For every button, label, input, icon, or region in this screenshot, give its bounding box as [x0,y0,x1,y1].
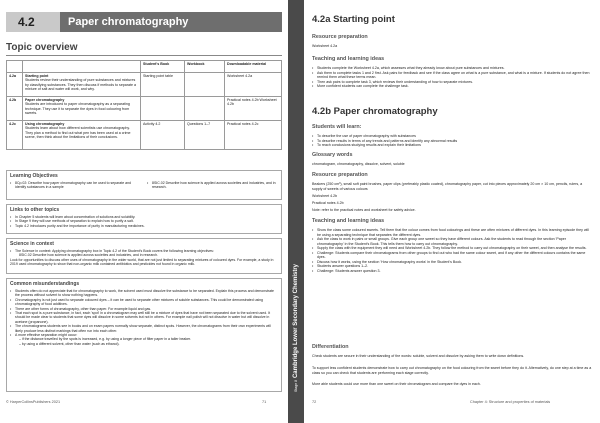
list-item: • Topic 4.2 introduces purity and the importance of purity in manufacturing medicines. [10,224,278,228]
paragraph: To support less confident students demonstrate how to carry out chromatography on the food colouring from the sweet before they do it. Alternatively, do one step at a time as a class so you can check that students are performing each stage correctly. [312,366,592,375]
bullet-list [312,134,592,148]
objective-item: • 8Cp.02: Describe how paper chromatography can be used to separate and identify substances in a sample [10,181,141,190]
list-item: • Students often do not appreciate that for chromatography to work, the solvent used must dissolve the substance to be separated. Explain this process and demonstrate the process without solvent to show nothing happens. [10,289,278,298]
paragraph: Worksheet 4.2b [312,194,338,198]
list-item: • Challenge: Students answer question 3. [312,269,592,274]
row-wb: Questions 1–7 [185,121,225,150]
list-item: • There are other forms of chromatography, other than paper. For example liquid and gas. [10,307,278,311]
table-header [23,61,141,73]
box-title: Common misunderstandings [10,281,80,287]
list-item: • A more effective separation might occur: [10,333,278,337]
paragraph: More able students could use more than one sweet on their chromatogram and compare the dyes in each. [312,382,481,386]
box-title: Links to other topics [10,207,60,213]
list-item: • Ask the class to work in pairs or small groups. Give each group one sweet so they have different colours. Ask the students to read through the section 'Paper chromatography' in the Student's Book. This tells them how to carry out chromatography. [312,237,592,246]
row-id: 4.2b [7,97,23,121]
spine-stage: Stage 8 [294,379,298,392]
topic-overview-table [6,60,282,150]
bullet-list [312,66,592,89]
table-row [7,121,282,150]
row-content [23,97,141,121]
subheading: Students will learn: [312,124,362,130]
sub-item: – if the distance travelled by the spots is increased, e.g. by using a longer piece of filter paper in a taller beaker. [19,337,191,342]
list-item: • Students answer questions 1–2. [312,264,592,269]
topic-overview-heading: Topic overview [6,42,78,53]
table-header [7,61,23,73]
links-box [6,204,282,234]
subheading: Teaching and learning ideas [312,56,385,62]
row-wb [185,73,225,97]
row-sb: Activity 4.2 [141,121,185,150]
paragraph: Note: refer to the practical notes and worksheet for safety advice. [312,208,416,212]
subheading: Differentiation [312,344,349,350]
chapter-number: 4.2 [6,12,60,32]
row-content [23,121,141,150]
science-context-box [6,238,282,274]
row-content [23,73,141,97]
misconceptions-box [6,278,282,392]
table-header-row [7,61,282,73]
subheading: Resource preparation [312,34,368,40]
paragraph: chromatogram, chromatography, dissolve, solvent, soluble [312,162,405,166]
list-item: • In Chapter 5 students will learn about concentration of solutions and solubility. [10,215,278,219]
list-item: Look for opportunities to discuss other uses of chromatography in the wider world, that are not just limited to separating mixtures of coloured dyes. For example, a study in 2019 used chromatography to show that non-organic milk contained antibiotics and pesticides not found in organic milk. [10,257,274,267]
learning-objectives-box [6,170,282,200]
paragraph: Worksheet 4.2a [312,44,338,48]
row-desc: Students are introduced to paper chromatography as a separating technique. They use it to separate the dyes in food colouring from sweets. [25,102,130,116]
row-dl: Worksheet 4.2a [225,73,282,97]
table-row [7,73,282,97]
paragraph: Practical notes 4.2b [312,201,344,205]
row-desc: Students review their understanding of pure substances and mixtures by classifying substances. They then discuss if methods to separate a mixture of salt and water will work, and why. [25,78,136,92]
bullet-list [312,228,592,273]
heading-rule [6,55,282,56]
list-item: • To describe results in terms of any trends and patterns and identify any abnormal results [312,139,592,144]
list-item: • Chromatography is not just used to separate coloured dyes – it can be used to separate other mixtures of soluble substances. This could be demonstrated using chromatography of food additives. [10,298,278,307]
list-item: • To reach conclusions studying results and explain their limitations [312,143,592,148]
sub-item: – by using a different solvent, other than water (such as ethanol). [19,341,120,346]
row-dl: Practical notes 4.2b Worksheet 4.2b [225,97,282,121]
row-dl: Practical notes 4.2c [225,121,282,150]
list-item: • In Stage 9 they will use methods of separation to explain how to purify a salt. [10,219,278,223]
row-desc: Students learn about how different scientists use chromatography. They plan a method to find out what pen has been used at a crime scene, then think about the limitations of their conclusions. [25,126,131,140]
list-item: • To describe the use of paper chromatography with substances [312,134,592,139]
page-number-right: 72 [312,400,317,404]
spine-title: Cambridge Lower Secondary Chemistry [293,263,299,379]
box-title: Science in context [10,241,54,247]
row-id: 4.2a [7,73,23,97]
row-title: Using chromatography [25,122,65,126]
list-item: • Ask them to complete tasks 1 and 2 first. Ask pairs for feedback and see if the class agree on what is a pure substance, and what is a mixture. If students do not agree then remind them what these terms mean. [312,71,592,80]
copyright-footer: © HarperCollinsPublishers 2021 [6,400,61,404]
list-item: • Students complete the Worksheet 4.2a, which assesses what they already know about pure substances and mixtures. [312,66,592,71]
list-item: • Supply the class with the equipment they will need and Worksheet 4.2b. They follow the method to carry out chromatography on their sweet, and then analyse the results. [312,246,592,251]
paragraph: Check students are secure in their understanding of the words: soluble, solvent and dissolve by asking them to write down definitions. [312,354,525,358]
chapter-footer: Chapter 4: Structure and properties of materials [470,400,551,404]
row-wb [185,97,225,121]
row-sb [141,97,185,121]
subheading: Teaching and learning ideas [312,218,385,224]
list-item: • Show the class some coloured sweets. Tell them that the colour comes from food colourings and these are often mixtures of different dyes. In this learning episode they will be using a separating technique that separates the different dyes. [312,228,592,237]
objective-item: • 8SIC.02 Describe how science is applied across societies and industries, and in research. [147,181,278,190]
row-title: Paper chromatography [25,98,65,102]
list-item: • The Science in context: Applying chromatography box in Topic 4.2 of the Student's Book covers the following learning objectives: [10,249,278,253]
table-row [7,97,282,121]
table-header: Downloadable material [225,61,282,73]
chapter-title: Paper chromatography [60,12,282,32]
list-item: • Then ask pairs to complete task 3, which reviews their understanding of how to separate mixtures. [312,80,592,85]
list-item: • More confident students can complete the challenge task. [312,84,592,89]
list-item: • That each spot is a pure substance, in fact, each 'spot' in a chromatogram may well still be a mixture of dyes that have not been separated due to the solvent used. It should be made clear to students that some dyes will dissolve in some solvents but not in others. For example nail polish will not dissolve in water but will dissolve in acetone (propanone). [10,311,278,324]
list-item: 8SIC.02 Describe how science is applied across societies and industries, and in research. [19,253,159,258]
subheading: Resource preparation [312,172,368,178]
box-title: Learning Objectives [10,173,58,179]
row-id: 4.2c [7,121,23,150]
row-title: Starting point [25,74,49,78]
list-item: • Discuss how it works, using the section 'How chromatography works' in the Student's Book. [312,260,592,265]
table-header: Workbook [185,61,225,73]
subheading: Glossary words [312,152,353,158]
table-header: Student's Book [141,61,185,73]
spine-label [291,250,301,400]
paragraph: Beakers (250 cm³), small soft paint brushes, paper clips (preferably plastic coated), chromatography paper, cut into pieces approximately 20 cm × 10 cm, pencils, rulers, a supply of sweets of various colours [312,182,583,191]
list-item: • The chromatograms students see in books and on exam papers normally show separate, distinct spots. However, the chromatograms from their own experiments will likely produce less distinct markings that often run into each other. [10,324,278,333]
section-heading-4-2b: 4.2b Paper chromatography [312,106,438,117]
list-item: • Challenge: Students compare their chromatograms from other groups to find out who had the same colour sweet, and if any other the different colours contains the same dyes. [312,251,592,260]
page-number-left: 71 [262,400,267,404]
row-sb: Starting point table [141,73,185,97]
section-heading-4-2a: 4.2a Starting point [312,14,395,25]
